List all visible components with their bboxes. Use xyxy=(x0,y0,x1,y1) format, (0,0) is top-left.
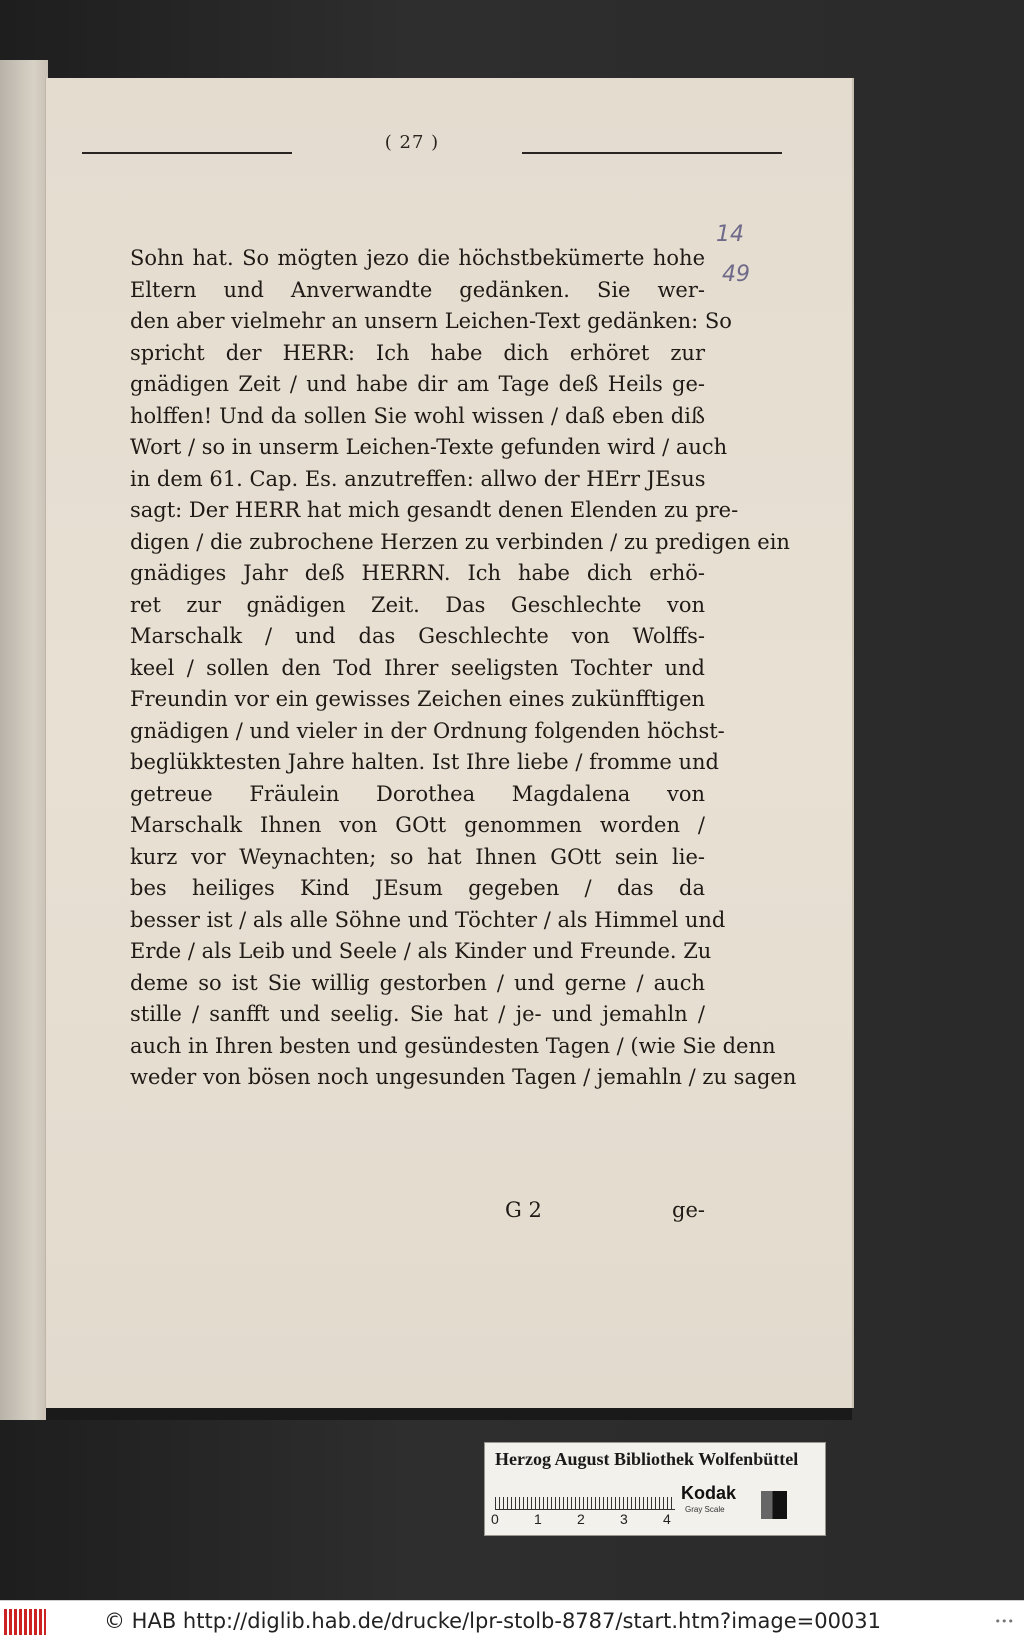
text-line: deme so ist Sie willig gestorben / und gerne / auch xyxy=(130,970,705,995)
gray-patch xyxy=(761,1491,787,1519)
text-line: auch in Ihren besten und gesündesten Tagen / (wie Sie denn xyxy=(130,1033,776,1058)
text-line: den aber vielmehr an unsern Leichen-Text gedänken: So xyxy=(130,309,732,333)
text-line: stille / sanfft und seelig. Sie hat / je- und jemahln / xyxy=(130,1002,705,1026)
text-line: besser ist / als alle Söhne und Töchter / als Himmel und xyxy=(130,907,726,932)
text-line: gnädiges Jahr deß HERRN. Ich habe dich erhö- xyxy=(130,561,705,585)
library-name: Herzog August Bibliothek Wolfenbüttel xyxy=(495,1449,799,1469)
margin-pencil-note-top: 14 xyxy=(716,222,744,247)
text-line: Marschalk / und das Geschlechte von Wolffs- xyxy=(130,624,705,648)
text-line: Eltern und Anverwandte gedänken. Sie wer- xyxy=(130,277,705,302)
text-line: Marschalk Ihnen von GOtt genommen worden / xyxy=(130,813,705,837)
text-line: Erde / als Leib und Seele / als Kinder und Freunde. Zu xyxy=(130,939,712,963)
ruler-label: 1 xyxy=(534,1511,542,1527)
ruler-label: 0 xyxy=(491,1511,499,1527)
gray-scale-label: Gray Scale xyxy=(685,1505,725,1514)
ruler-label: 4 xyxy=(663,1511,671,1527)
text-line: weder von bösen noch ungesunden Tagen / jemahln / zu sagen xyxy=(130,1065,797,1089)
text-line: keel / sollen den Tod Ihrer seeligsten Tochter und xyxy=(130,655,705,680)
hab-logo-icon xyxy=(4,1609,46,1635)
text-line: Sohn hat. So mögten jezo die höchstbekümerte hohe xyxy=(130,246,705,270)
text-line: Freundin vor ein gewisses Zeichen eines zukünfftigen xyxy=(130,687,706,711)
text-line: ret zur gnädigen Zeit. Das Geschlechte von xyxy=(130,592,705,617)
more-icon[interactable]: ••• xyxy=(994,1615,1014,1628)
header-rule-left xyxy=(82,152,292,154)
text-line: beglükktesten Jahre halten. Ist Ihre liebe / fromme und xyxy=(130,750,720,774)
viewer-footer xyxy=(0,1600,1024,1643)
kodak-brand: Kodak xyxy=(681,1483,737,1503)
text-line: digen / die zubrochene Herzen zu verbinden / zu predigen ein xyxy=(130,529,790,554)
text-line: holffen! Und da sollen Sie wohl wissen / daß eben diß xyxy=(130,403,705,428)
scale-ruler xyxy=(495,1483,675,1510)
ruler-label: 3 xyxy=(620,1511,628,1527)
text-line: gnädigen / und vieler in der Ordnung folgenden höchst- xyxy=(130,718,725,743)
page-shadow xyxy=(46,1408,852,1420)
text-line: gnädigen Zeit / und habe dir am Tage deß Heils ge- xyxy=(130,372,705,396)
ruler-label: 2 xyxy=(577,1511,585,1527)
text-line: in dem 61. Cap. Es. anzutreffen: allwo der HErr JEsus xyxy=(130,466,706,491)
text-line: getreue Fräulein Dorothea Magdalena von xyxy=(130,781,705,806)
catchword: ge- xyxy=(672,1198,705,1222)
copyright-url[interactable]: © HAB http://diglib.hab.de/drucke/lpr-stolb-8787/start.htm?image=00031 xyxy=(104,1609,882,1633)
page-header xyxy=(82,132,702,162)
previous-page-edge xyxy=(0,60,48,1420)
text-line: spricht der HERR: Ich habe dich erhöret zur xyxy=(130,340,705,365)
text-line: Wort / so in unserm Leichen-Texte gefunden wird / auch xyxy=(130,435,728,459)
text-line: bes heiliges Kind JEsum gegeben / das da xyxy=(130,876,705,900)
margin-pencil-note-bottom: 49 xyxy=(722,262,750,287)
page-number: ( 27 ) xyxy=(384,132,440,153)
text-line: sagt: Der HERR hat mich gesandt denen Elenden zu pre- xyxy=(130,498,739,522)
page-foot xyxy=(130,1198,705,1230)
signature-mark: G 2 xyxy=(505,1198,542,1222)
text-line: kurz vor Weynachten; so hat Ihnen GOtt sein lie- xyxy=(130,844,705,869)
color-reference-card xyxy=(484,1442,826,1536)
ruler-labels xyxy=(491,1511,681,1529)
header-rule-right xyxy=(522,152,782,154)
